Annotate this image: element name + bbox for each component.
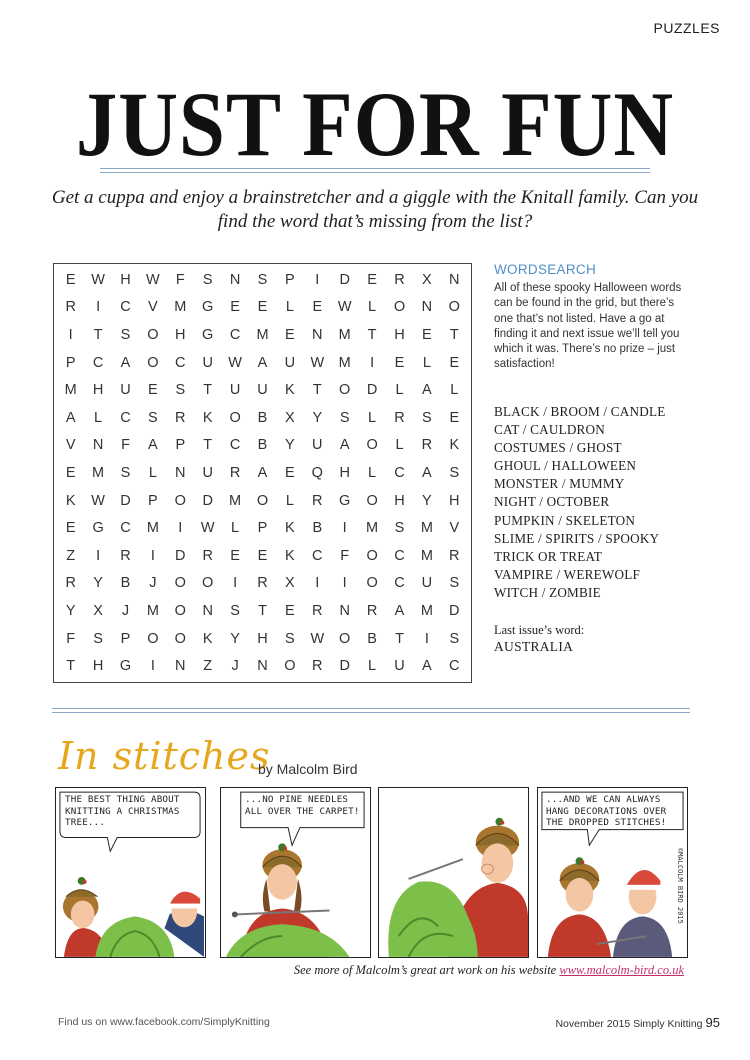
grid-cell: A [394,602,405,619]
grid-cell: B [257,437,268,454]
grid-cell: E [394,354,405,371]
grid-cell: L [94,409,103,426]
grid-cell: F [66,630,76,647]
grid-cell: M [146,602,159,619]
grid-cell: L [422,354,431,371]
grid-cell: S [202,271,213,288]
grid-cell: F [121,437,130,454]
comic-title: In stitches [58,734,271,778]
grid-cell: R [202,547,213,564]
grid-cell: V [148,299,158,316]
grid-cell: U [257,382,268,399]
grid-cell: A [257,354,268,371]
grid-cell: O [174,602,186,619]
grid-cell: G [202,299,214,316]
grid-cell: Y [422,492,432,509]
grid-cell: W [337,299,352,316]
grid-cell: C [92,354,104,371]
grid-cell: I [424,630,429,647]
grid-cell: L [231,520,240,537]
grid-cell: O [339,382,351,399]
grid-cell: C [229,437,241,454]
grid-cell: A [422,464,432,481]
grid-cell: N [92,437,104,454]
grid-cell: X [93,602,103,619]
word-list-item: VAMPIRE / WEREWOLF [494,566,640,582]
artist-website-note [294,963,684,978]
wordsearch-grid-box [53,263,472,683]
comic-panel-3-art [379,788,528,957]
grid-cell: B [312,520,323,537]
section-divider [52,708,690,713]
grid-cell: S [449,575,460,592]
grid-cell: S [230,602,240,619]
grid-cell: M [338,354,351,371]
grid-cell: D [449,602,460,619]
grid-cell: H [339,464,350,481]
grid-cell: M [92,464,105,481]
wordsearch-description: All of these spooky Halloween words can be found in the grid, but there’s one that’s not listed. Have a go at finding it and next issue we’ll tell you which it was. There’s no prize – just satisfaction! [494,282,682,371]
grid-cell: Z [66,547,76,564]
grid-cell: I [96,299,101,316]
grid-cell: V [449,520,460,537]
grid-cell: E [285,464,295,481]
grid-cell: R [394,409,405,426]
grid-cell: Z [203,658,213,675]
grid-cell: C [394,575,405,592]
grid-cell: O [174,492,186,509]
grid-cell: E [230,299,240,316]
grid-cell: E [449,409,460,426]
grid-cell: S [394,520,405,537]
artist-website-link[interactable]: www.malcolm-bird.co.uk [559,963,684,977]
see-more-text: See more of Malcolm’s great art work on his website [293,963,557,977]
grid-cell: T [203,437,213,454]
grid-cell: P [257,520,268,537]
grid-cell: V [65,437,76,454]
grid-cell: D [120,492,131,509]
grid-cell: B [257,409,268,426]
comic-panel-3 [378,787,529,958]
grid-cell: I [96,547,101,564]
grid-cell: A [339,437,350,454]
grid-cell: W [91,492,105,509]
grid-cell: S [449,630,460,647]
footer-facebook: Find us on www.facebook.com/SimplyKnitting [58,1016,270,1028]
grid-cell: E [257,547,268,564]
grid-cell: K [65,492,76,509]
grid-cell: A [422,658,432,675]
grid-cell: W [310,630,325,647]
grid-cell: L [450,382,459,399]
grid-cell: M [420,602,433,619]
grid-cell: W [200,520,215,537]
grid-cell: L [368,464,377,481]
word-list [494,403,665,602]
grid-cell: O [174,575,186,592]
grid-cell: O [393,299,406,316]
grid-cell: O [366,437,378,454]
word-list-item: PUMPKIN / SKELETON [494,512,636,528]
grid-cell: M [229,492,242,509]
grid-cell: G [202,326,214,343]
grid-cell: K [285,547,295,564]
grid-cell: S [175,382,186,399]
grid-cell: F [175,271,185,288]
word-list-item: SLIME / SPIRITS / SPOOKY [494,530,660,546]
grid-cell: U [284,354,296,371]
footer-issue-text: November 2015 Simply Knitting [555,1018,703,1030]
grid-cell: T [66,658,76,675]
grid-cell: R [229,464,241,481]
grid-cell: C [312,547,323,564]
last-issue-label: Last issue’s word: [494,623,585,637]
grid-cell: S [148,409,158,426]
word-list-item: MONSTER / MUMMY [494,476,625,492]
grid-cell: H [257,630,268,647]
grid-cell: Y [285,437,295,454]
grid-cell: N [202,602,213,619]
grid-cell: T [203,382,213,399]
intro-text: Get a cuppa and enjoy a brainstretcher and a giggle with the Knitall family. Can you find the word that’s missing from the list? [51,187,699,232]
grid-cell: M [366,520,379,537]
grid-cell: R [312,602,323,619]
grid-cell: I [342,520,347,537]
speech-bubble-1: THE BEST THING ABOUT KNITTING A CHRISTMAS TREE... [65,794,180,828]
grid-cell: O [147,354,159,371]
grid-cell: H [175,326,186,343]
grid-cell: I [342,575,347,592]
comic-panel-1 [55,787,206,958]
grid-cell: S [339,409,350,426]
grid-cell: I [315,575,320,592]
grid-cell: L [148,464,157,481]
word-list-item: CAT / CAULDRON [494,422,605,438]
grid-cell: A [422,382,432,399]
title-divider [100,168,650,173]
grid-cell: R [65,575,76,592]
grid-cell: N [449,271,460,288]
grid-cell: F [340,547,350,564]
grid-cell: I [315,271,320,288]
grid-cell: J [231,658,239,675]
grid-cell: M [64,382,77,399]
grid-cell: M [146,520,159,537]
grid-cell: B [120,575,131,592]
comic-byline: by Malcolm Bird [258,761,358,777]
grid-cell: O [174,630,186,647]
grid-cell: U [312,437,323,454]
grid-cell: O [256,492,269,509]
grid-cell: K [285,520,295,537]
grid-cell: P [120,630,131,647]
footer-issue [555,1015,720,1030]
grid-cell: W [91,271,105,288]
grid-cell: S [257,271,268,288]
grid-cell: M [420,520,433,537]
grid-cell: A [148,437,158,454]
comic-panel-2 [220,787,371,958]
grid-cell: H [449,492,460,509]
grid-cell: P [175,437,186,454]
grid-cell: E [449,354,460,371]
word-list-item: WITCH / ZOMBIE [494,584,601,600]
grid-cell: A [257,464,268,481]
grid-cell: S [93,630,103,647]
grid-cell: P [148,492,158,509]
grid-cell: E [65,271,76,288]
grid-cell: D [366,382,378,399]
grid-cell: D [202,492,213,509]
grid-cell: O [202,575,214,592]
grid-cell: R [394,271,405,288]
grid-cell: U [202,464,213,481]
grid-cell: U [421,575,433,592]
grid-cell: N [175,658,186,675]
grid-cell: W [310,354,325,371]
grid-cell: A [65,409,76,426]
grid-cell: B [367,630,377,647]
grid-cell: C [120,299,131,316]
grid-cell: O [448,299,460,316]
grid-cell: R [312,492,323,509]
grid-cell: S [449,464,460,481]
grid-cell: W [228,354,242,371]
wordsearch-grid [57,266,468,680]
grid-cell: K [449,437,460,454]
grid-cell: U [394,658,405,675]
grid-cell: G [339,492,351,509]
grid-cell: R [120,547,131,564]
grid-cell: G [92,520,104,537]
grid-cell: I [233,575,238,592]
grid-cell: L [368,299,377,316]
grid-cell: Y [230,630,240,647]
grid-cell: E [367,271,377,288]
grid-cell: X [422,271,432,288]
word-list-item: TRICK OR TREAT [494,548,603,564]
grid-cell: P [285,271,295,288]
grid-cell: O [147,326,159,343]
grid-cell: O [284,658,296,675]
grid-cell: M [256,326,269,343]
grid-cell: L [395,382,404,399]
grid-cell: C [394,464,405,481]
grid-cell: T [258,602,267,619]
grid-cell: R [366,602,378,619]
grid-cell: O [366,492,378,509]
grid-cell: H [92,382,104,399]
grid-cell: K [285,382,295,399]
grid-cell: O [366,575,378,592]
last-issue-word: AUSTRALIA [494,639,574,654]
grid-cell: J [149,575,157,592]
grid-cell: R [175,409,186,426]
grid-cell: O [366,547,378,564]
grid-cell: I [68,326,73,343]
grid-cell: W [146,271,160,288]
grid-cell: L [285,492,294,509]
grid-cell: S [422,409,432,426]
grid-cell: E [285,326,295,343]
grid-cell: P [65,354,76,371]
grid-cell: N [257,658,268,675]
grid-cell: S [120,326,131,343]
word-list-item: COSTUMES / GHOST [494,440,622,456]
page-title: JUST FOR FUN [75,73,675,175]
grid-cell: M [420,547,433,564]
grid-cell: E [257,299,268,316]
grid-cell: C [229,326,241,343]
artist-signature: ©MALCOLM BIRD 2015 [676,848,684,924]
grid-cell: T [93,326,103,343]
grid-cell: N [339,602,350,619]
grid-cell: T [312,382,322,399]
grid-cell: H [394,326,405,343]
grid-cell: L [395,437,404,454]
grid-cell: R [65,299,76,316]
grid-cell: M [174,299,187,316]
grid-cell: A [120,354,131,371]
grid-cell: R [312,658,323,675]
grid-cell: E [148,382,158,399]
grid-cell: Q [311,464,323,481]
grid-cell: L [368,409,377,426]
grid-cell: K [202,630,213,647]
grid-cell: Y [65,602,76,619]
grid-cell: N [175,464,186,481]
grid-cell: O [339,630,351,647]
grid-cell: T [367,326,377,343]
grid-cell: J [121,602,130,619]
grid-cell: C [120,520,131,537]
grid-cell: I [150,547,155,564]
grid-cell: M [338,326,351,343]
grid-cell: X [285,575,295,592]
grid-cell: U [202,354,213,371]
grid-cell: N [421,299,433,316]
word-list-item: BLACK / BROOM / CANDLE [494,404,666,419]
grid-cell: R [257,575,268,592]
grid-cell: Y [93,575,103,592]
grid-cell: C [449,658,460,675]
grid-cell: C [120,409,131,426]
page-number: 95 [705,1015,720,1030]
grid-cell: H [120,271,131,288]
grid-cell: H [92,658,104,675]
grid-cell: S [120,464,131,481]
grid-cell: S [285,630,295,647]
grid-cell: K [202,409,213,426]
grid-cell: R [421,437,433,454]
grid-cell: C [175,354,186,371]
grid-cell: O [147,630,159,647]
grid-cell: E [285,602,295,619]
grid-cell: O [229,409,241,426]
grid-cell: N [312,326,323,343]
grid-cell: I [150,658,155,675]
speech-bubble-4: ...AND WE CAN ALWAYS HANG DECORATIONS OVER THE DROPPED STITCHES! [546,794,667,828]
grid-cell: D [339,271,350,288]
grid-cell: E [65,464,76,481]
grid-cell: R [449,547,460,564]
grid-cell: E [65,520,76,537]
grid-cell: L [285,299,294,316]
section-label: PUZZLES [653,20,720,36]
grid-cell: I [370,354,375,371]
grid-cell: I [178,520,183,537]
grid-cell: H [394,492,405,509]
grid-cell: D [175,547,186,564]
grid-cell: G [119,658,132,675]
grid-cell: E [312,299,323,316]
grid-cell: E [422,326,432,343]
comic-panel-4 [537,787,688,958]
grid-cell: E [230,547,240,564]
grid-cell: N [229,271,241,288]
grid-cell: T [395,630,404,647]
grid-cell: X [285,409,295,426]
word-list-item: NIGHT / OCTOBER [494,494,610,510]
word-list-item: GHOUL / HALLOWEEN [494,458,637,474]
grid-cell: C [394,547,405,564]
grid-cell: L [368,658,377,675]
grid-cell: U [120,382,131,399]
grid-cell: U [229,382,241,399]
speech-bubble-2: ...NO PINE NEEDLES ALL OVER THE CARPET! [245,794,360,817]
grid-cell: D [339,658,350,675]
wordsearch-heading: WORDSEARCH [494,262,597,277]
grid-cell: T [449,326,459,343]
grid-cell: Y [312,409,323,426]
